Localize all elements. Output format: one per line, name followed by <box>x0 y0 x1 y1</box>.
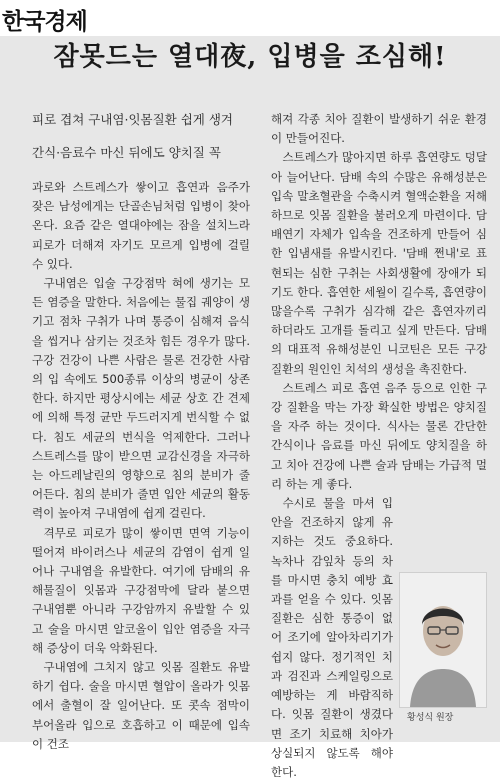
newspaper-logo: 한국경제 <box>2 9 87 35</box>
left-body <box>32 178 250 754</box>
subhead-2: 간식·음료수 마신 뒤에도 양치질 꼭 <box>32 145 221 160</box>
paragraph: 격무로 피로가 많이 쌓이면 면역 기능이 떨어져 바이러스나 세균의 감염이 쉽게 일어나 구내염을 유발한다. 여기에 담배의 유해물질이 잇몸과 구강점막에 달라 붙으면 구내염뿐 아니라 구강암까지 유발할 수 있고 술을 마시면 알코올이 입안 염증을 자극해 증상이 더욱 악화된다. <box>32 525 250 655</box>
subhead-1: 피로 겹쳐 구내염·잇몸질환 쉽게 생겨 <box>32 112 233 127</box>
paragraph: 해져 각종 치아 질환이 발생하기 쉬운 환경이 만들어진다. <box>271 112 487 146</box>
paragraph: 구내염에 그치지 않고 잇몸 질환도 유발하기 쉽다. 술을 마시면 혈압이 올라가 잇몸에서 출혈이 잘 일어난다. 또 콧속 점막이 부어올라 입으로 호흡하고 이 때문에 입속이 건조 <box>32 660 250 751</box>
paragraph: 스트레스 피로 흡연 음주 등으로 인한 구강 질환을 막는 가장 확실한 방법은 양치질을 자주 하는 것이다. 식사는 물론 간단한 간식이나 음료를 마신 뒤에도 양치질을 하고 치아 건강에 나쁜 술과 담배는 가급적 멀리 하는 게 좋다. <box>271 380 487 491</box>
paragraph: 과로와 스트레스가 쌓이고 흡연과 음주가 잦은 남성에게는 단골손님처럼 입병이 찾아온다. 요즘 같은 열대야에는 잠을 설치느라 피로가 더해져 자기도 모르게 입병에 걸릴 수 있다. <box>32 180 250 271</box>
left-column <box>32 110 250 754</box>
author-photo <box>399 572 487 708</box>
masthead <box>0 0 500 36</box>
headline: 잠못드는 열대夜, 입병을 조심해! <box>53 42 447 72</box>
paragraph: 수시로 물을 마셔 입안을 건조하지 않게 유지하는 것도 중요하다. 녹차나 감잎차 등의 차를 마시면 충치 예방 효과를 얻을 수 있다. 잇몸 질환은 심한 통증이 없어 조기에 알아차리기가 쉽지 않다. 정기적인 치과 검진과 스케일링으로 예방하는 게 바람직하다. 잇몸 질환이 생겼다면 조기 치료해 치아가 상실되지 않도록 해야 한다. <box>271 496 393 779</box>
portrait-icon <box>400 573 486 707</box>
photo-caption: 황성식 원장 <box>407 713 454 723</box>
paragraph: 스트레스가 많아지면 하루 흡연량도 덩달아 늘어난다. 담배 속의 수많은 유해성분은 입속 말초혈관을 수축시켜 혈액순환을 저해하므로 잇몸 질환을 불러오게 마련이다. 담배연기 자체가 입속을 건조하게 만들어 심한 입냄새를 유발시킨다. '담배 쩐내'로 표현되는 심한 구취는 사회생활에 장애가 되기도 한다. 흡연한 세월이 길수록, 흡연량이 많을수록 구취가 심각해 같은 흡연자끼리 하더라도 고개를 돌리고 싶게 만든다. 담배의 대표적 유해성분인 니코틴은 모든 구강 질환의 원인인 치석의 생성을 촉진한다. <box>271 150 487 376</box>
paragraph: 구내염은 입술 구강점막 혀에 생기는 모든 염증을 말한다. 처음에는 물집 궤양이 생기고 점차 구취가 나며 통증이 심해져 음식을 씹거나 삼키는 것조차 힘든 경우가 많다. 구강 건강이 나쁜 사람은 물론 건강한 사람의 입 속에도 500종류 이상의 병균이 상존한다. 하지만 평상시에는 세균 상호 간 견제에 의해 특정 균만 두드러지게 번식할 수 없다. 침도 세균의 번식을 억제한다. 그러나 스트레스를 많이 받으면 교감신경을 자극하는 아드레날린의 영향으로 침의 분비가 줄어든다. 침의 분비가 줄면 입안 세균의 활동력이 높아져 구내염에 쉽게 걸린다. <box>32 276 250 521</box>
